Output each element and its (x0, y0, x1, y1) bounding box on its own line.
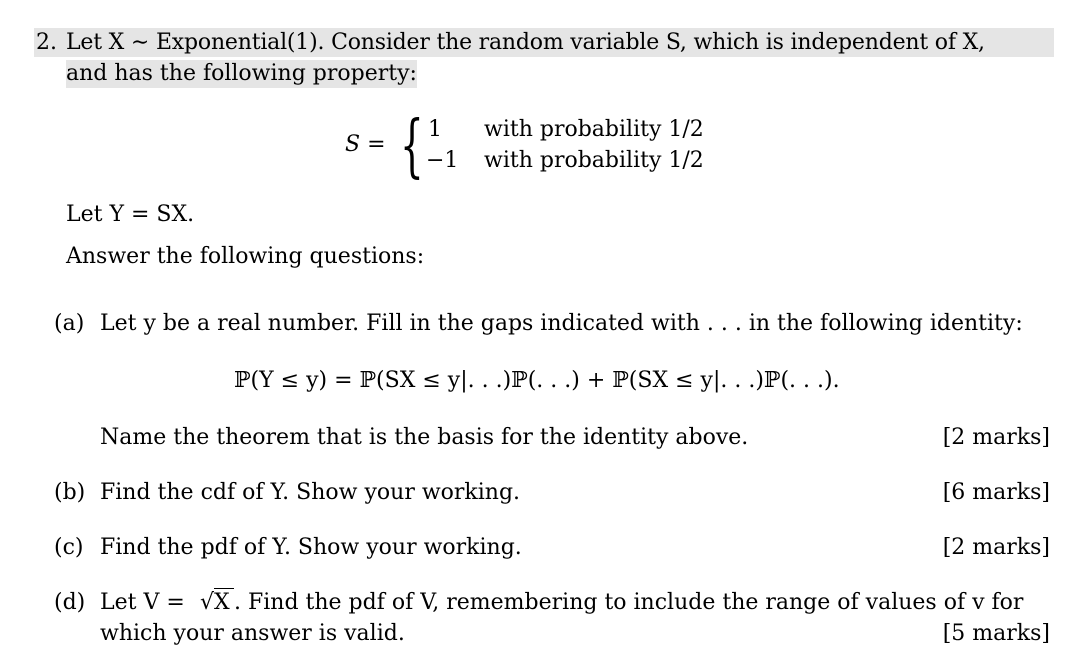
part-a-marks: [2 marks] (942, 425, 1050, 450)
sqrt-overbar (214, 588, 234, 589)
part-d-text-post: . Find the pdf of V, remembering to include the range of values of v for (234, 590, 1024, 615)
part-b-text: Find the cdf of Y. Show your working. (100, 480, 521, 505)
case-value-2: −1 (426, 148, 459, 173)
part-d-label: (d) (54, 590, 86, 615)
part-c-text: Find the pdf of Y. Show your working. (100, 535, 522, 560)
define-y: Let Y = SX. (66, 202, 195, 227)
instruction: Answer the following questions: (66, 244, 425, 269)
cases-brace: { (400, 107, 424, 186)
case-value-1: 1 (428, 117, 442, 142)
case-condition-2: with probability 1/2 (484, 148, 704, 173)
question-intro-line2: and has the following property: (66, 61, 417, 86)
part-a-text: Let y be a real number. Fill in the gaps indicated with . . . in the following identity: (100, 311, 1023, 336)
part-d-marks: [5 marks] (942, 621, 1050, 646)
question-intro-line1: Let X ∼ Exponential(1). Consider the random variable S, which is independent of X, (66, 30, 985, 55)
part-b-marks: [6 marks] (942, 480, 1050, 505)
part-c-marks: [2 marks] (942, 535, 1050, 560)
question-number: 2. (36, 30, 57, 55)
part-b-label: (b) (54, 480, 86, 505)
part-d-sqrt: √X (200, 590, 230, 615)
part-c-label: (c) (54, 535, 84, 560)
part-d-text-pre: Let V = (100, 590, 185, 615)
part-a-equation: ℙ(Y ≤ y) = ℙ(SX ≤ y|. . .)ℙ(. . .) + ℙ(SX ≤ y|. . .)ℙ(. . .). (234, 368, 840, 393)
case-condition-1: with probability 1/2 (484, 117, 704, 142)
part-a-label: (a) (54, 311, 85, 336)
part-d-text-line2: which your answer is valid. (100, 621, 405, 646)
cases-lhs: S = (345, 132, 386, 157)
part-a-followup: Name the theorem that is the basis for the identity above. (100, 425, 749, 450)
